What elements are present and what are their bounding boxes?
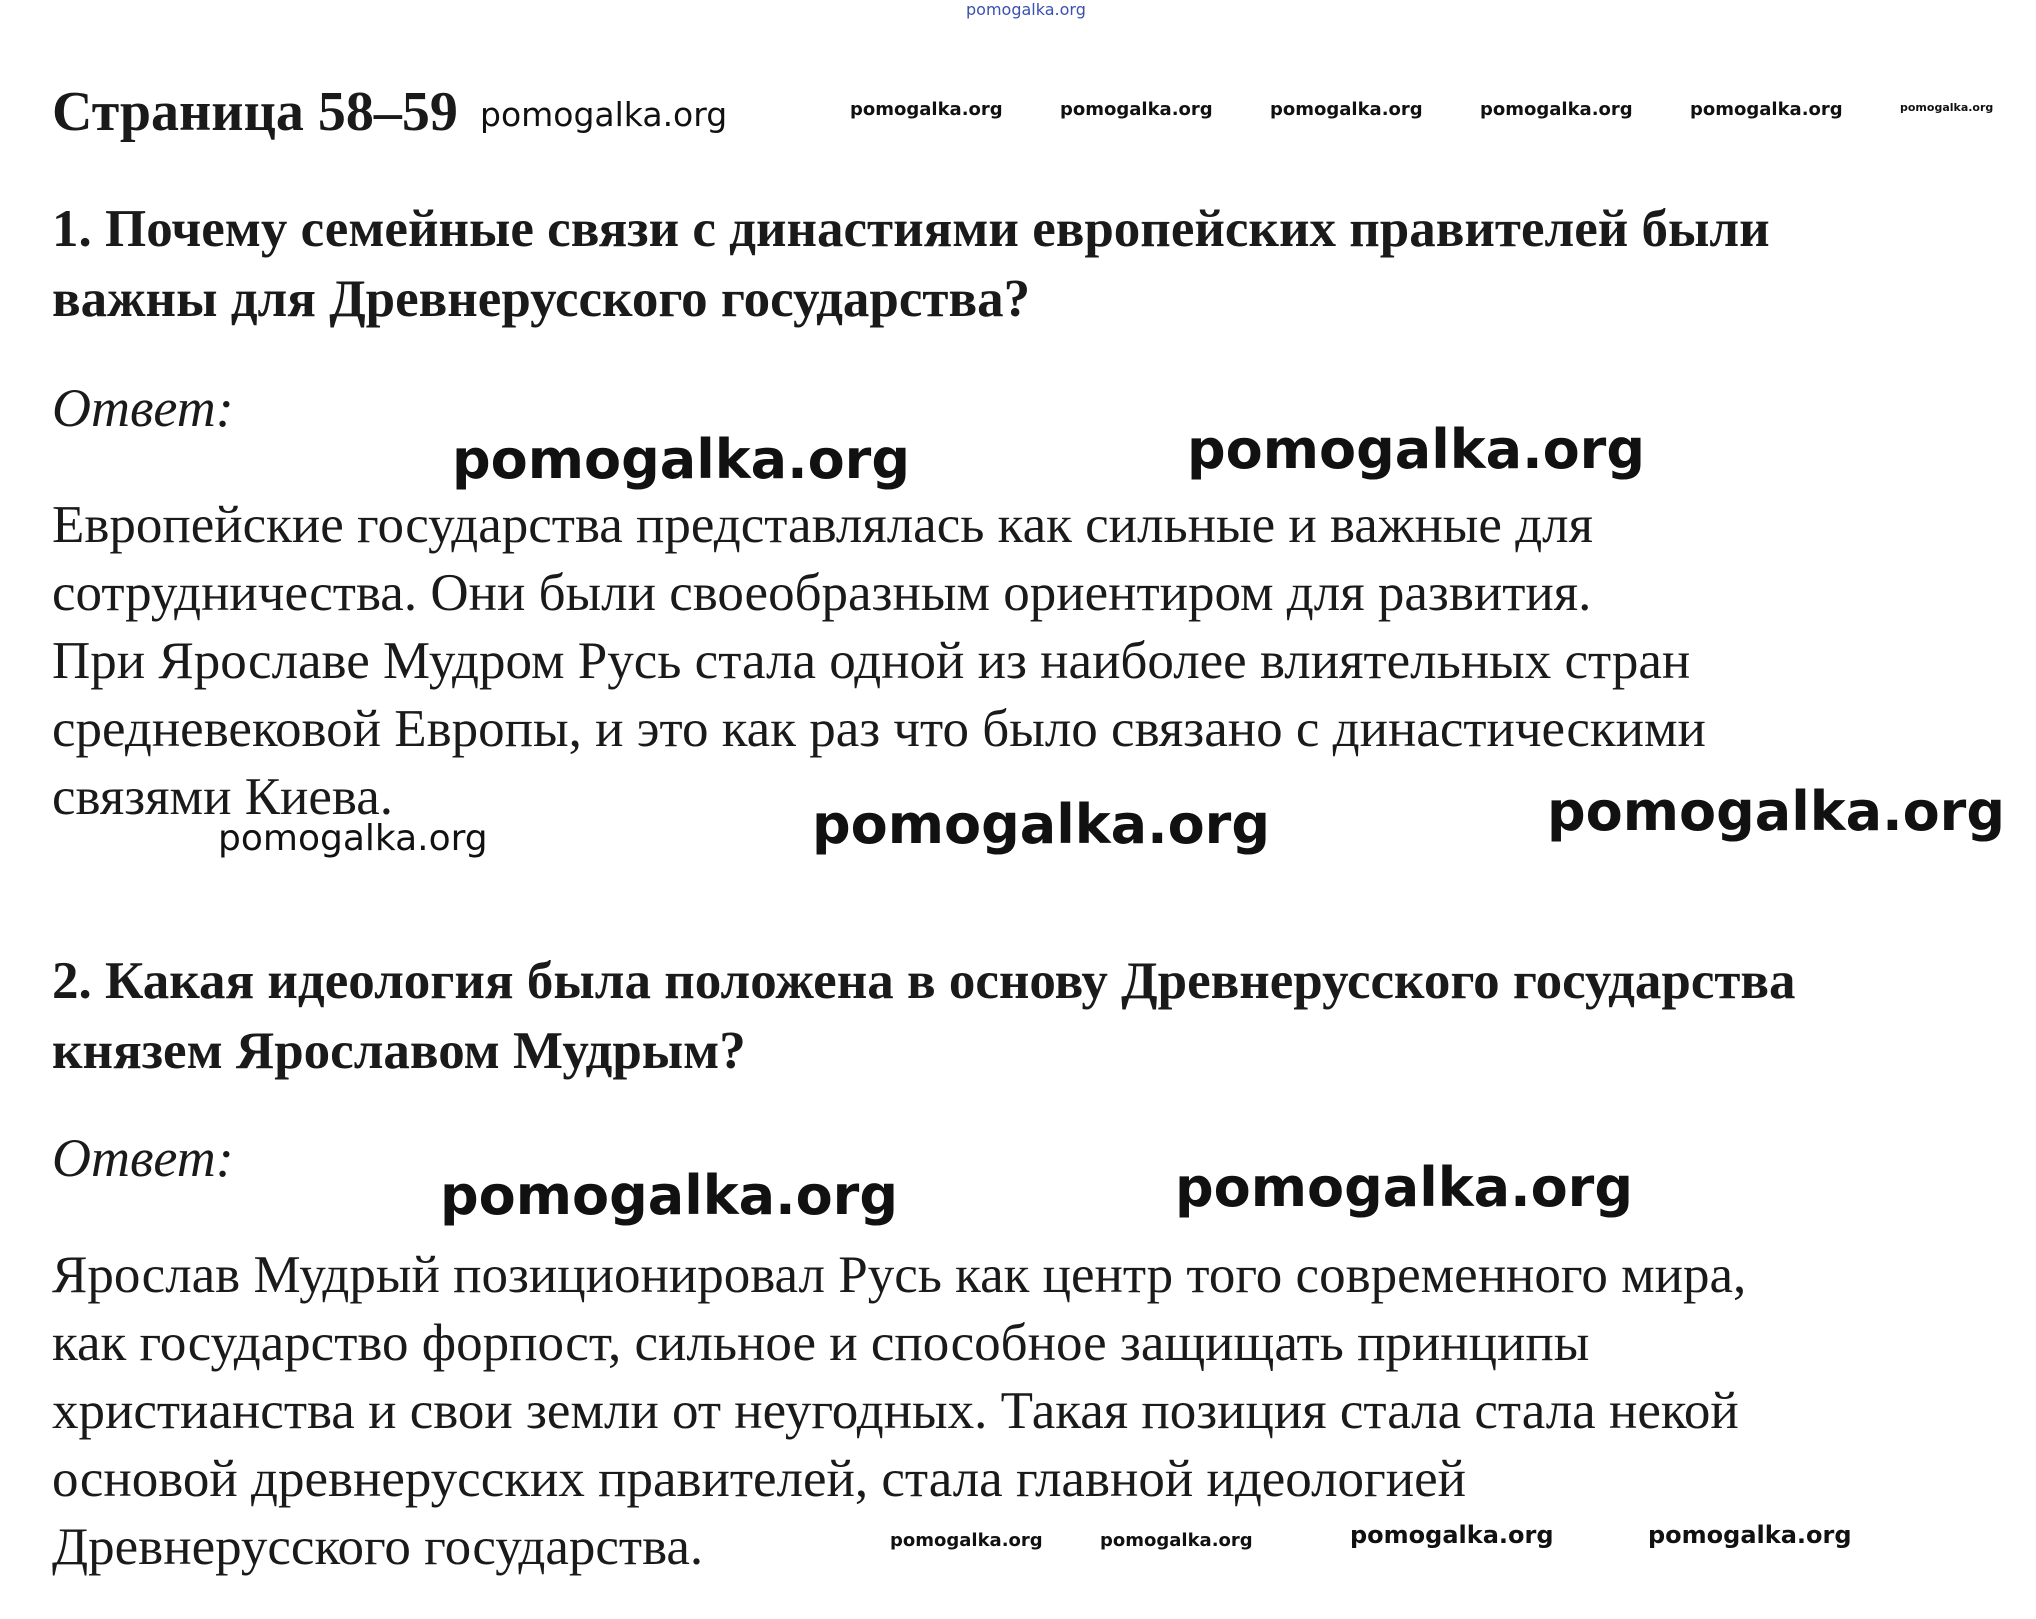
answer-1-line-5: связями Киева. xyxy=(52,768,394,826)
question-2-line-2: князем Ярославом Мудрым? xyxy=(52,1022,746,1080)
page-title: Страница 58–59 xyxy=(52,81,458,143)
answer-2-line-3: христианства и свои земли от неугодных. Такая позиция стала стала некой xyxy=(52,1382,1739,1440)
watermark-footer-1: pomogalka.org xyxy=(890,1530,1043,1551)
watermark-footer-2: pomogalka.org xyxy=(1100,1530,1253,1551)
watermark-header-4: pomogalka.org xyxy=(1480,99,1633,120)
watermark-footer-3: pomogalka.org xyxy=(1350,1521,1554,1549)
watermark-header-3: pomogalka.org xyxy=(1270,99,1423,120)
answer-1-line-1: Европейские государства представлялась как сильные и важные для xyxy=(52,496,1593,554)
question-1-line-1: 1. Почему семейные связи с династиями европейских правителей были xyxy=(52,200,1770,258)
answer-1-line-4: средневековой Европы, и это как раз что было связано с династическими xyxy=(52,700,1706,758)
watermark-q2-b: pomogalka.org xyxy=(1175,1156,1633,1219)
watermark-header-6: pomogalka.org xyxy=(1900,101,1994,114)
watermark-q1-e: pomogalka.org xyxy=(1547,780,2005,843)
watermark-header-2: pomogalka.org xyxy=(1060,99,1213,120)
watermark-header-5: pomogalka.org xyxy=(1690,99,1843,120)
answer-1-line-2: сотрудничества. Они были своеобразным ориентиром для развития. xyxy=(52,564,1592,622)
watermark-footer-4: pomogalka.org xyxy=(1648,1521,1852,1549)
answer-2-line-1: Ярослав Мудрый позиционировал Русь как центр того современного мира, xyxy=(52,1246,1747,1304)
watermark-header-1: pomogalka.org xyxy=(850,99,1003,120)
top-watermark: pomogalka.org xyxy=(966,0,1086,19)
answer-2-line-5: Древнерусского государства. xyxy=(52,1518,704,1576)
watermark-q1-b: pomogalka.org xyxy=(1187,418,1645,481)
watermark-q2-a: pomogalka.org xyxy=(440,1164,898,1227)
watermark-q1-a: pomogalka.org xyxy=(452,428,910,491)
answer-2-label: Ответ: xyxy=(52,1128,234,1188)
answer-2-line-4: основой древнерусских правителей, стала главной идеологией xyxy=(52,1450,1467,1508)
watermark-q1-d: pomogalka.org xyxy=(812,793,1270,856)
answer-1-label: Ответ: xyxy=(52,378,234,438)
question-1-line-2: важны для Древнерусского государства? xyxy=(52,270,1031,328)
watermark-q1-c: pomogalka.org xyxy=(218,818,488,859)
watermark-title: pomogalka.org xyxy=(480,95,728,134)
answer-1-line-3: При Ярославе Мудром Русь стала одной из наиболее влиятельных стран xyxy=(52,632,1691,690)
answer-2-line-2: как государство форпост, сильное и способное защищать принципы xyxy=(52,1314,1590,1372)
question-2-line-1: 2. Какая идеология была положена в основу Древнерусского государства xyxy=(52,952,1796,1010)
